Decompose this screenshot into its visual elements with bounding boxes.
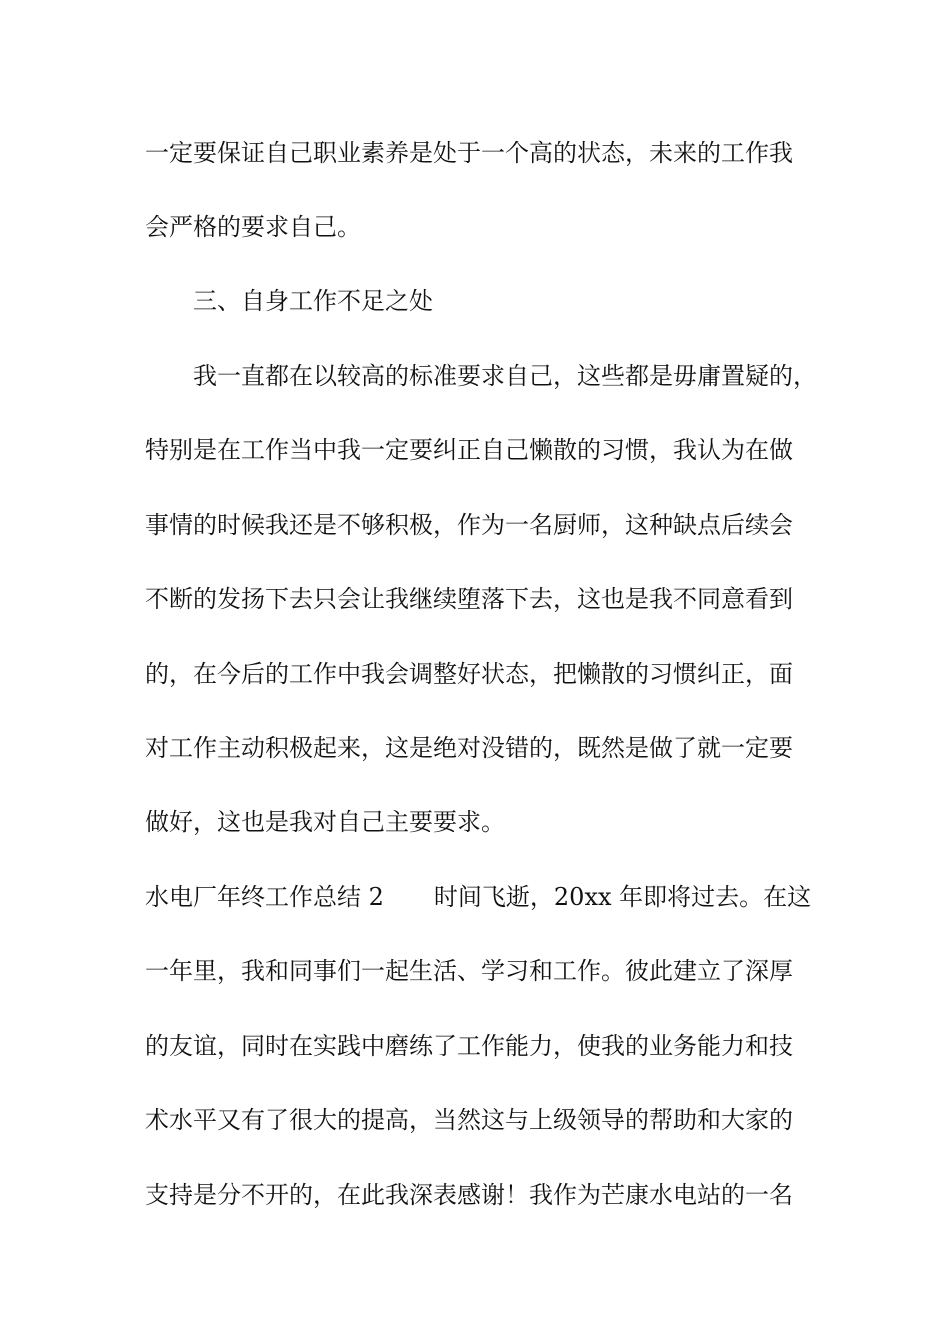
section-title: 水电厂年终工作总结 2 [145, 883, 384, 911]
paragraph-line: 一定要保证自己职业素养是处于一个高的状态，未来的工作我 [145, 139, 793, 167]
paragraph-line: 会严格的要求自己。 [145, 213, 361, 241]
paragraph-line: 对工作主动积极起来，这是绝对没错的，既然是做了就一定要 [145, 734, 793, 762]
section-title-line [145, 882, 825, 912]
paragraph-line: 特别是在工作当中我一定要纠正自己懒散的习惯，我认为在做 [145, 436, 793, 464]
paragraph-line: 的，在今后的工作中我会调整好状态，把懒散的习惯纠正，面 [145, 660, 793, 688]
paragraph-line: 我一直都在以较高的标准要求自己，这些都是毋庸置疑的， [193, 362, 817, 390]
section-intro: 时间飞逝，20xx 年即将过去。在这 [433, 883, 812, 911]
paragraph-line: 支持是分不开的，在此我深表感谢！我作为芒康水电站的一名 [145, 1181, 793, 1209]
paragraph-line: 一年里，我和同事们一起生活、学习和工作。彼此建立了深厚 [145, 957, 793, 985]
paragraph-line: 事情的时候我还是不够积极，作为一名厨师，这种缺点后续会 [145, 511, 793, 539]
paragraph-line: 的友谊，同时在实践中磨练了工作能力，使我的业务能力和技 [145, 1032, 793, 1060]
paragraph-line: 做好，这也是我对自己主要要求。 [145, 808, 505, 836]
paragraph-line: 术水平又有了很大的提高，当然这与上级领导的帮助和大家的 [145, 1106, 793, 1134]
paragraph-line: 不断的发扬下去只会让我继续堕落下去，这也是我不同意看到 [145, 585, 793, 613]
section-heading: 三、自身工作不足之处 [193, 287, 433, 315]
